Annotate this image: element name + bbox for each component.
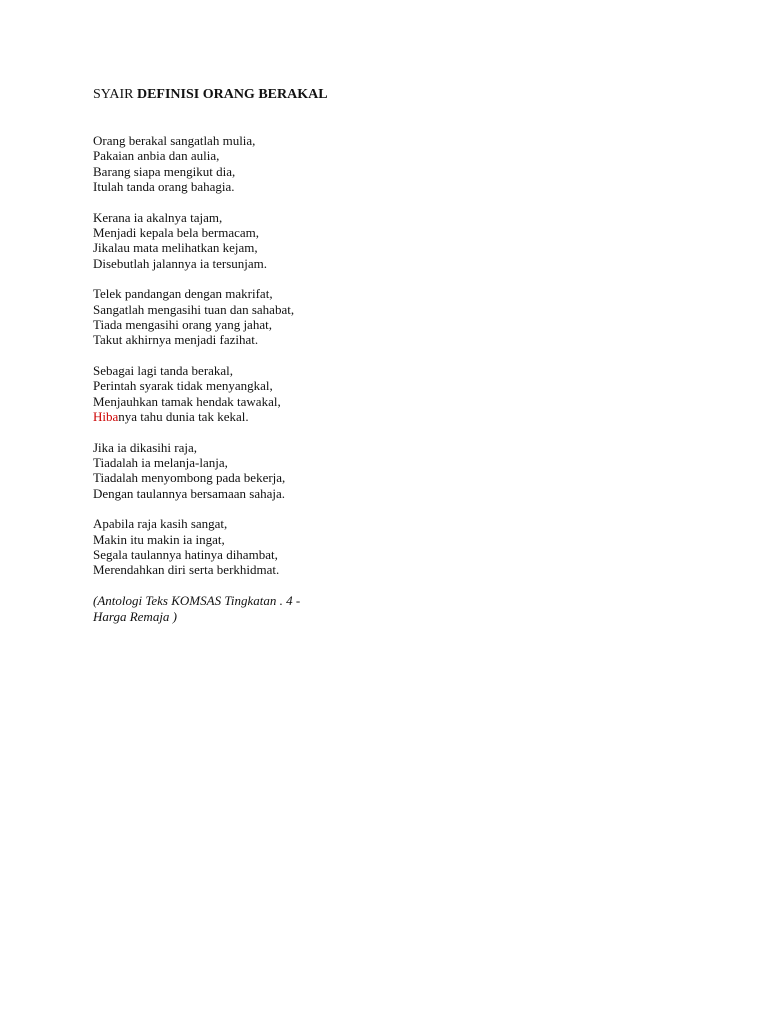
stanza-2 — [93, 210, 713, 272]
line-remainder: nya tahu dunia tak kekal. — [118, 409, 249, 425]
document-page — [93, 86, 713, 625]
stanza-5 — [93, 440, 713, 502]
poem-line: Jikalau mata melihatkan kejam, — [93, 240, 258, 256]
poem-line: Kerana ia akalnya tajam, — [93, 209, 223, 225]
stanza-3 — [93, 286, 713, 348]
poem-line: Perintah syarak tidak menyangkal, — [93, 378, 273, 394]
poem-line: Tiada mengasihi orang yang jahat, — [93, 317, 272, 333]
source-citation — [93, 593, 713, 625]
poem-line: Takut akhirnya menjadi fazihat. — [93, 332, 259, 348]
stanza-4 — [93, 363, 713, 425]
stanza-6 — [93, 516, 713, 578]
poem-line: Makin itu makin ia ingat, — [93, 531, 225, 547]
poem-line: Menjauhkan tamak hendak tawakal, — [93, 393, 281, 409]
poem-line — [93, 409, 713, 424]
poem-line: Dengan taulannya bersamaan sahaja. — [93, 485, 286, 501]
poem-line: Itulah tanda orang bahagia. — [93, 179, 235, 195]
poem-line: Menjadi kepala bela bermacam, — [93, 225, 260, 241]
poem-line: Sangatlah mengasihi tuan dan sahabat, — [93, 301, 295, 317]
poem-line: Pakaian anbia dan aulia, — [93, 148, 220, 164]
poem-line: Sebagai lagi tanda berakal, — [93, 362, 234, 378]
title-bold: DEFINISI ORANG BERAKAL — [136, 87, 328, 102]
title-prefix: SYAIR — [93, 87, 137, 102]
poem-line: Segala taulannya hatinya dihambat, — [93, 546, 278, 562]
citation-line-1: (Antologi Teks KOMSAS Tingkatan . 4 - — [93, 592, 301, 608]
poem-line: Disebutlah jalannya ia tersunjam. — [93, 255, 268, 271]
poem-line: Tiadalah ia melanja-lanja, — [93, 454, 228, 470]
poem-line: Telek pandangan dengan makrifat, — [93, 286, 273, 302]
poem-line: Jika ia dikasihi raja, — [93, 439, 197, 455]
poem-line: Orang berakal sangatlah mulia, — [93, 133, 256, 148]
poem-line: Barang siapa mengikut dia, — [93, 163, 236, 179]
poem-line: Apabila raja kasih sangat, — [93, 516, 228, 532]
poem-line: Tiadalah menyombong pada bekerja, — [93, 470, 286, 486]
highlighted-word: Hiba — [93, 409, 119, 425]
citation-line-2: Harga Remaja ) — [93, 608, 178, 624]
poem-title — [93, 86, 713, 104]
poem-line: Merendahkan diri serta berkhidmat. — [93, 562, 280, 578]
stanza-1 — [93, 133, 713, 195]
